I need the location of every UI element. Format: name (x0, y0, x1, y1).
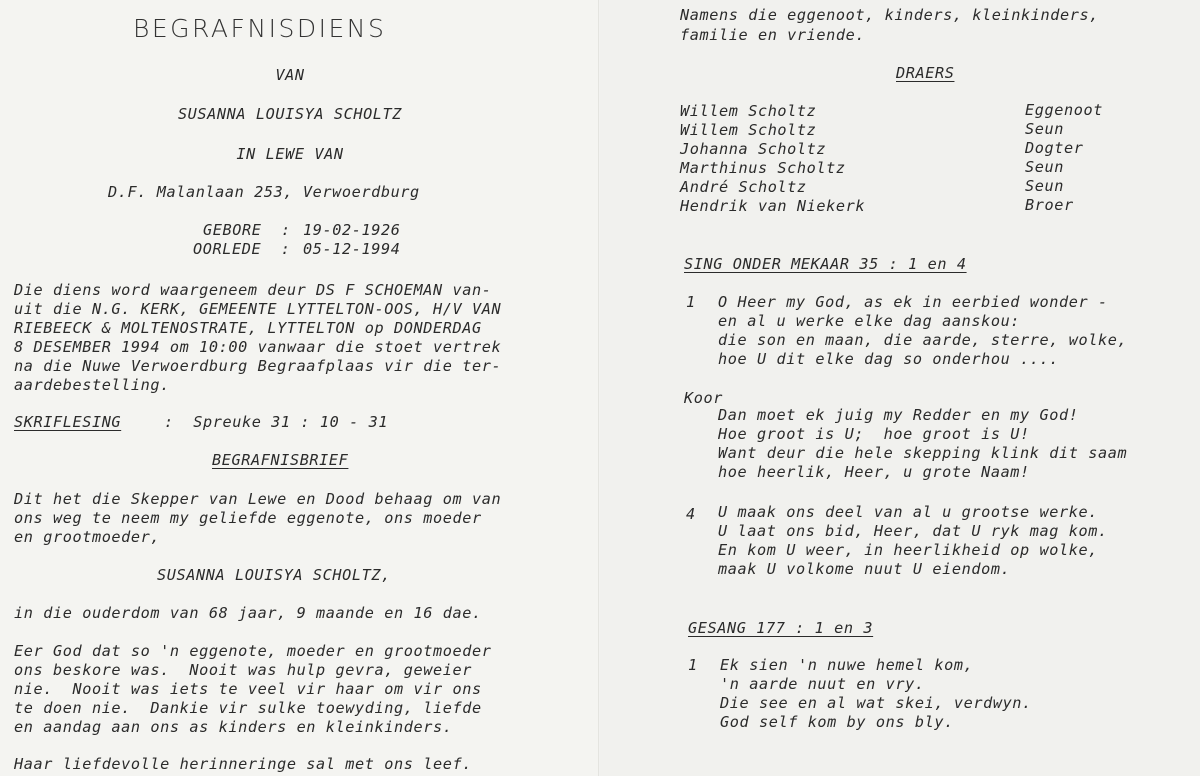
draer-relation: Seun (1025, 120, 1064, 138)
oorlede-label: OORLEDE : (193, 240, 291, 258)
tribute-line: nie. Nooit was iets te veel vir haar om vir ons (14, 680, 482, 698)
service-line: 8 DESEMBER 1994 om 10:00 vanwaar die stoet vertrek (14, 338, 502, 356)
service-line: uit die N.G. KERK, GEMEENTE LYTTELTON-OOS, H/V VAN (14, 300, 502, 318)
verse-line: hoe U dit elke dag so onderhou .... (718, 350, 1060, 368)
deceased-name: SUSANNA LOUISYA SCHOLTZ (177, 105, 403, 123)
koor-line: Dan moet ek juig my Redder en my God! (718, 406, 1079, 424)
verse-line: en al u werke elke dag aanskou: (718, 312, 1021, 330)
draer-relation: Eggenoot (1025, 101, 1103, 119)
draer-name: Johanna Scholtz (680, 140, 827, 158)
draer-name: Marthinus Scholtz (680, 159, 846, 177)
draer-relation: Seun (1025, 158, 1064, 176)
verse-number: 4 (686, 505, 696, 523)
verse-line: 'n aarde nuut en vry. (720, 675, 925, 693)
sing-onder-mekaar-heading: SING ONDER MEKAAR 35 : 1 en 4 (684, 255, 967, 273)
document-title: BEGRAFNISDIENS (133, 14, 387, 43)
verse-line: Die see en al wat skei, verdwyn. (720, 694, 1032, 712)
gesang-heading: GESANG 177 : 1 en 3 (688, 619, 874, 637)
koor-line: hoe heerlik, Heer, u grote Naam! (718, 463, 1030, 481)
gebore-label: GEBORE : (203, 221, 291, 239)
verse-line: En kom U weer, in heerlikheid op wolke, (718, 541, 1099, 559)
verse-line: U laat ons bid, Heer, dat U ryk mag kom. (718, 522, 1108, 540)
draers-heading: DRAERS (896, 64, 955, 82)
service-line: na die Nuwe Verwoerdburg Begraafplaas vir die ter- (14, 357, 502, 375)
right-page (600, 0, 1200, 776)
verse-line: die son en maan, die aarde, sterre, wolke, (718, 331, 1128, 349)
skriflesing-heading: SKRIFLESING (14, 413, 122, 431)
service-line: Die diens word waargeneem deur DS F SCHOEMAN van- (14, 281, 492, 299)
draer-relation: Broer (1025, 196, 1074, 214)
draer-relation: Seun (1025, 177, 1064, 195)
koor-line: Want deur die hele skepping klink dit saam (718, 444, 1128, 462)
in-lewe-van-label: IN LEWE VAN (236, 145, 344, 163)
namens-line: Namens die eggenoot, kinders, kleinkinders, (680, 6, 1099, 24)
brief-line: ons weg te neem my geliefde eggenote, ons moeder (14, 509, 482, 527)
koor-line: Hoe groot is U; hoe groot is U! (718, 425, 1030, 443)
closing-line: Haar liefdevolle herinneringe sal met ons leef. (14, 755, 472, 773)
begrafnisbrief-heading: BEGRAFNISBRIEF (212, 451, 349, 469)
service-line: RIEBEECK & MOLTENOSTRATE, LYTTELTON op DONDERDAG (14, 319, 482, 337)
draer-name: Willem Scholtz (680, 121, 817, 139)
verse-line: maak U volkome nuut U eiendom. (718, 560, 1011, 578)
gebore-date: 19-02-1926 (303, 221, 401, 239)
verse-line: U maak ons deel van al u grootse werke. (718, 503, 1099, 521)
address: D.F. Malanlaan 253, Verwoerdburg (108, 183, 420, 201)
age-line: in die ouderdom van 68 jaar, 9 maande en 16 dae. (14, 604, 482, 622)
oorlede-date: 05-12-1994 (303, 240, 401, 258)
koor-label: Koor (684, 389, 723, 407)
draer-name: André Scholtz (680, 178, 807, 196)
van-label: VAN (275, 66, 305, 84)
tribute-line: te doen nie. Dankie vir sulke toewyding, liefde (14, 699, 482, 717)
deceased-name-repeat: SUSANNA LOUISYA SCHOLTZ, (157, 566, 391, 584)
verse-number: 1 (686, 293, 696, 311)
draer-relation: Dogter (1025, 139, 1084, 157)
brief-line: en grootmoeder, (14, 528, 161, 546)
brief-line: Dit het die Skepper van Lewe en Dood behaag om van (14, 490, 502, 508)
draer-name: Willem Scholtz (680, 102, 817, 120)
verse-line: O Heer my God, as ek in eerbied wonder - (718, 293, 1108, 311)
tribute-line: en aandag aan ons as kinders en kleinkinders. (14, 718, 453, 736)
draer-name: Hendrik van Niekerk (680, 197, 866, 215)
verse-line: God self kom by ons bly. (720, 713, 954, 731)
skriflesing-reference: : Spreuke 31 : 10 - 31 (164, 413, 389, 431)
tribute-line: Eer God dat so 'n eggenote, moeder en grootmoeder (14, 642, 492, 660)
namens-line: familie en vriende. (680, 26, 866, 44)
verse-number: 1 (688, 656, 698, 674)
verse-line: Ek sien 'n nuwe hemel kom, (720, 656, 974, 674)
service-line: aardebestelling. (14, 376, 170, 394)
tribute-line: ons beskore was. Nooit was hulp gevra, geweier (14, 661, 472, 679)
